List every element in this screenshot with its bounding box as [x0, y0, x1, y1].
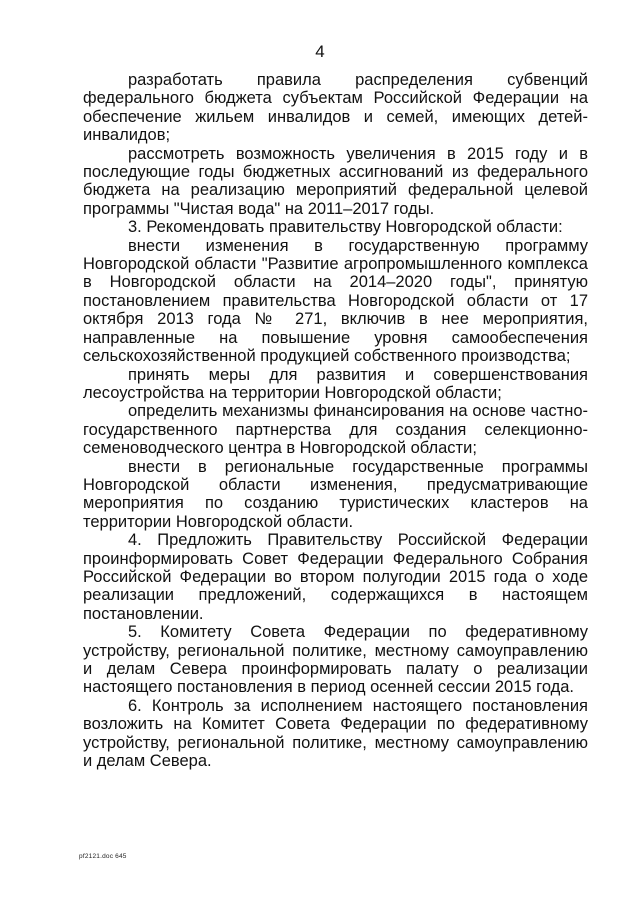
paragraph-2: рассмотреть возможность увеличения в 2015 году и в последующие годы бюджетных ассигнований из федерального бюджета на реализацию мероприятий федеральной целевой программы "Чистая вода" на 2011–2017 годы. [83, 144, 588, 218]
paragraph-4: внести изменения в государственную программу Новгородской области "Развитие агропромышленного комплекса в Новгородской области на 2014–2020 годы", принятую постановлением правительства Новгородской области от 17 октября 2013 года № 271, включив в нее мероприятия, направленные на повышение уровня самообеспечения сельскохозяйственной продукцией собственного производства; [83, 236, 588, 366]
paragraph-6: определить механизмы финансирования на основе частно-государственного партнерства для создания селекционно-семеноводческого центра в Новгородской области; [83, 402, 588, 458]
paragraph-1: разработать правила распределения субвенций федерального бюджета субъектам Российской Федерации на обеспечение жильем инвалидов и семей, имеющих детей-инвалидов; [83, 71, 588, 145]
paragraph-3: 3. Рекомендовать правительству Новгородской области: [128, 218, 563, 237]
document-body [83, 71, 588, 770]
footer-file-reference: pf2121.doc 645 [79, 853, 127, 860]
paragraph-10: 6. Контроль за исполнением настоящего постановления возложить на Комитет Совета Федерации по федеративному устройству, региональной политике, местному самоуправлению и делам Севера. [83, 696, 588, 771]
paragraph-8: 4. Предложить Правительству Российской Федерации проинформировать Совет Федерации Федерального Собрания Российской Федерации во втором полугодии 2015 года о ходе реализации предложений, содержащихся в настоящем постановлении. [83, 531, 588, 623]
paragraph-9: 5. Комитету Совета Федерации по федеративному устройству, региональной политике, местному самоуправлению и делам Севера проинформировать палату о реализации настоящего постановления в период осенней сессии 2015 года. [83, 623, 588, 697]
paragraph-5: принять меры для развития и совершенствования лесоустройства на территории Новгородской области; [83, 365, 588, 402]
paragraph-7: внести в региональные государственные программы Новгородской области изменения, предусматривающие мероприятия по созданию туристических кластеров на территории Новгородской области. [83, 457, 588, 531]
page-number: 4 [315, 42, 325, 61]
